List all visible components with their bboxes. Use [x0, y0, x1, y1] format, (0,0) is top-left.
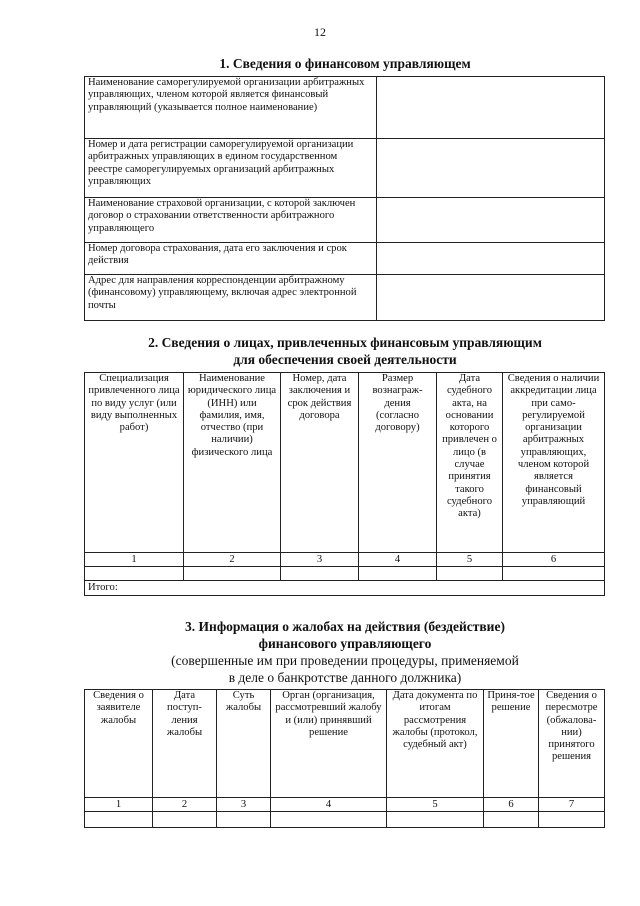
section2-header-row: [85, 373, 605, 553]
column-number: 3: [281, 553, 359, 567]
section1-row-label: Наименование саморегулируемой организации арбитражных управляющих, членом которой является финансовый управляющий (указывается полное наименование): [85, 77, 377, 139]
empty-cell: [437, 567, 503, 581]
section1-row: [85, 139, 605, 198]
column-number: 4: [359, 553, 437, 567]
section1-row-value: [377, 139, 605, 198]
column-number: 1: [85, 798, 153, 812]
column-number: 4: [271, 798, 387, 812]
empty-cell: [387, 812, 484, 828]
section1-row: [85, 198, 605, 243]
section2-title-line1: 2. Сведения о лицах, привлеченных финансовым управляющим: [148, 335, 542, 350]
section1-row-label: Адрес для направления корреспонденции арбитражному (финансовому) управляющему, включая адрес электронной почты: [85, 275, 377, 321]
section1-row-label: Номер и дата регистрации саморегулируемой организации арбитражных управляющих в едином государственном реестре саморегулируемых организаций арбитражных управляющих: [85, 139, 377, 198]
section2-title-line2: для обеспечения своей деятельности: [233, 352, 457, 367]
empty-cell: [217, 812, 271, 828]
section3-number-row: [85, 798, 605, 812]
empty-cell: [184, 567, 281, 581]
empty-cell: [271, 812, 387, 828]
column-number: 2: [153, 798, 217, 812]
section2-table: [84, 372, 605, 596]
section3-header-cell: Сведения о заявителе жалобы: [85, 690, 153, 798]
section1-row-value: [377, 243, 605, 275]
section1-row-value: [377, 77, 605, 139]
empty-cell: [359, 567, 437, 581]
section1-row-label: Наименование страховой организации, с которой заключен договор о страховании ответственности арбитражного управляющего: [85, 198, 377, 243]
section1-row: [85, 77, 605, 139]
section3-title-line2: финансового управляющего: [258, 636, 432, 651]
section3-header-row: [85, 690, 605, 798]
section2-header-cell: Наименование юридического лица (ИНН) или фамилия, имя, отчество (при наличии) физического лица: [184, 373, 281, 553]
column-number: 6: [484, 798, 539, 812]
section2-header-cell: Сведения о наличии аккредитации лица при само-регулируемой организации арбитражных управляющих, членом которой является финансовый управляющий: [503, 373, 605, 553]
section2-header-cell: Номер, дата заключения и срок действия договора: [281, 373, 359, 553]
column-number: 7: [539, 798, 605, 812]
page-number: 12: [314, 25, 326, 39]
column-number: 2: [184, 553, 281, 567]
section3-title-line1: 3. Информация о жалобах на действия (бездействие): [185, 619, 505, 634]
section3-table: [84, 689, 605, 828]
section1-row-value: [377, 198, 605, 243]
section3-header-cell: Дата документа по итогам рассмотрения жалобы (протокол, судебный акт): [387, 690, 484, 798]
empty-cell: [539, 812, 605, 828]
section2-header-cell: Дата судебного акта, на основании которого привлечен о лицо (в случае принятия такого судебного акта): [437, 373, 503, 553]
column-number: 6: [503, 553, 605, 567]
section1-row-value: [377, 275, 605, 321]
section2-header-cell: Размер вознаграж-дения (согласно договору): [359, 373, 437, 553]
section2-header-cell: Специализация привлеченного лица по виду услуг (или виду выполненных работ): [85, 373, 184, 553]
section3-header-cell: Дата поступ-ления жалобы: [153, 690, 217, 798]
section1-title: 1. Сведения о финансовом управляющем: [219, 56, 471, 71]
section2-number-row: [85, 553, 605, 567]
total-label: Итого:: [85, 581, 605, 596]
section3-header-cell: Суть жалобы: [217, 690, 271, 798]
section3-empty-row: [85, 812, 605, 828]
section2-title: [60, 334, 630, 368]
column-number: 5: [387, 798, 484, 812]
empty-cell: [85, 567, 184, 581]
empty-cell: [85, 812, 153, 828]
section3-subtitle-line1: (совершенные им при проведении процедуры, применяемой: [171, 653, 519, 668]
section1-row: [85, 275, 605, 321]
section3-header-cell: Орган (организация, рассмотревший жалобу и (или) принявший решение: [271, 690, 387, 798]
empty-cell: [484, 812, 539, 828]
section1-row: [85, 243, 605, 275]
section3-header-cell: Сведения о пересмотре (обжалова-нии) принятого решения: [539, 690, 605, 798]
section1-table: [84, 76, 605, 321]
empty-cell: [153, 812, 217, 828]
empty-cell: [281, 567, 359, 581]
section1-row-label: Номер договора страхования, дата его заключения и срок действия: [85, 243, 377, 275]
column-number: 5: [437, 553, 503, 567]
section2-empty-row: [85, 567, 605, 581]
section3-title: [60, 618, 630, 686]
empty-cell: [503, 567, 605, 581]
column-number: 3: [217, 798, 271, 812]
section3-header-cell: Приня-тое решение: [484, 690, 539, 798]
section3-subtitle-line2: в деле о банкротстве данного должника): [228, 670, 462, 685]
column-number: 1: [85, 553, 184, 567]
section2-total-row: [85, 581, 605, 596]
